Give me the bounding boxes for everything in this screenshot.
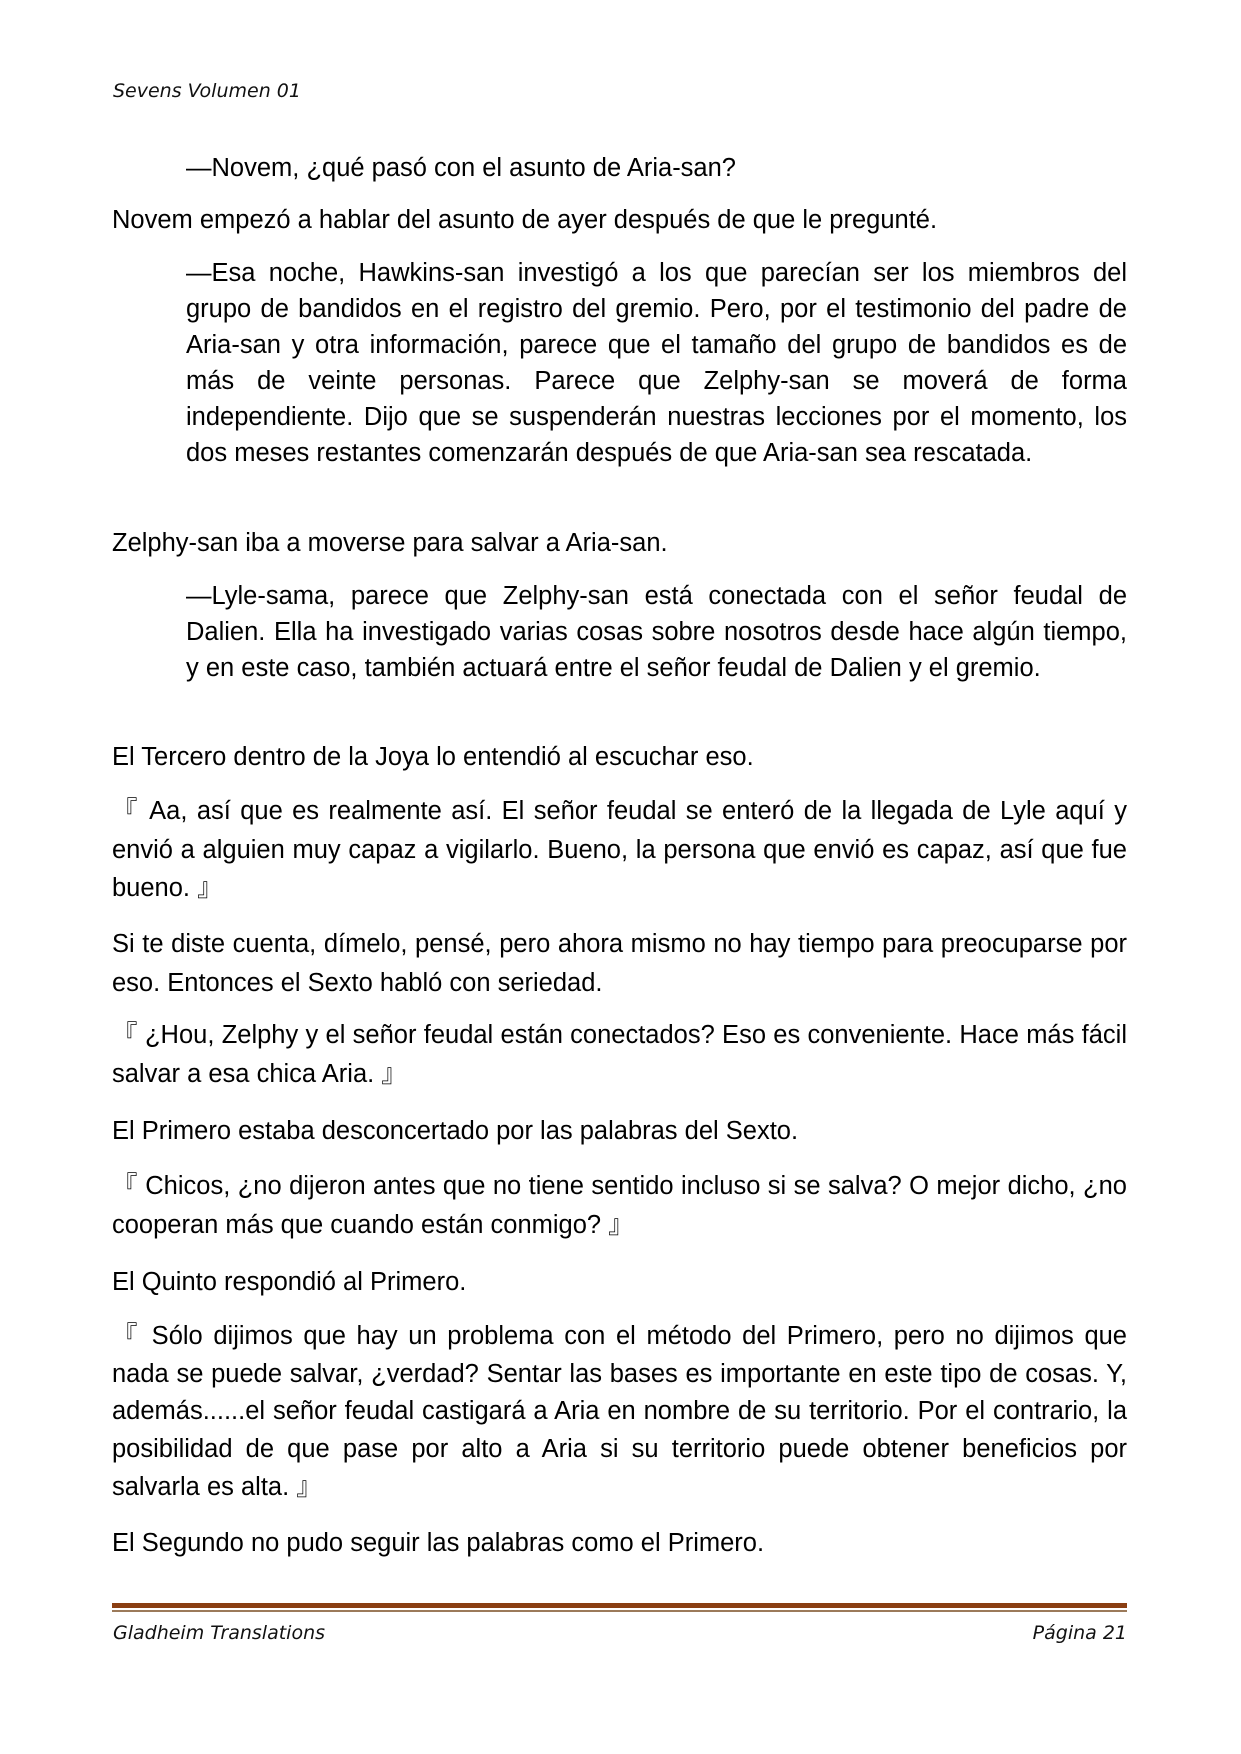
- paragraph: Si te diste cuenta, dímelo, pensé, pero ahora mismo no hay tiempo para preocuparse por eso. Entonces el Sexto habló con seriedad.: [112, 930, 1127, 997]
- paragraph: 『 ¿Hou, Zelphy y el señor feudal están conectados? Eso es conveniente. Hace más fácil salvar a esa chica Aria. 』: [112, 1021, 1127, 1088]
- paragraph: 『 Sólo dijimos que hay un problema con el método del Primero, pero no dijimos que nada se puede salvar, ¿verdad? Sentar las bases es importante en este tipo de cosas. Y, además......el señor feudal castigará a Aria en nombre de su territorio. Por el contrario, la posibilidad de que pase por alto a Aria si su territorio puede obtener beneficios por salvarla es alta. 』: [112, 1322, 1127, 1501]
- quote-paragraph: —Esa noche, Hawkins-san investigó a los que parecían ser los miembros del grupo de bandidos en el registro del gremio. Pero, por el testimonio del padre de Aria-san y otra información, parece que el tamaño del grupo de bandidos es de más de veinte personas. Parece que Zelphy-san se moverá de forma independiente. Dijo que se suspenderán nuestras lecciones por el momento, los dos meses restantes comenzarán después de que Aria-san sea rescatada.: [186, 259, 1127, 467]
- paragraph: 『 Aa, así que es realmente así. El señor feudal se enteró de la llegada de Lyle aquí y envió a alguien muy capaz a vigilarlo. Bueno, la persona que envió es capaz, así que fue bueno. 』: [112, 797, 1127, 902]
- paragraph: El Tercero dentro de la Joya lo entendió al escuchar eso.: [112, 743, 754, 771]
- paragraph: Zelphy-san iba a moverse para salvar a Aria-san.: [112, 529, 668, 557]
- paragraph: 『 Chicos, ¿no dijeron antes que no tiene sentido incluso si se salva? O mejor dicho, ¿no cooperan más que cuando están conmigo? 』: [112, 1172, 1127, 1239]
- running-header: Sevens Volumen 01: [113, 80, 301, 102]
- page-number: Página 21: [1032, 1622, 1127, 1644]
- quote-paragraph: —Novem, ¿qué pasó con el asunto de Aria-san?: [186, 154, 736, 182]
- paragraph: Novem empezó a hablar del asunto de ayer después de que le pregunté.: [112, 206, 938, 234]
- paragraph: El Segundo no pudo seguir las palabras como el Primero.: [112, 1529, 765, 1557]
- paragraph: El Quinto respondió al Primero.: [112, 1268, 467, 1296]
- paragraph: El Primero estaba desconcertado por las palabras del Sexto.: [112, 1117, 799, 1145]
- footer-publisher: Gladheim Translations: [113, 1622, 326, 1644]
- footer-rule: [112, 1603, 1127, 1608]
- quote-paragraph: —Lyle-sama, parece que Zelphy-san está conectada con el señor feudal de Dalien. Ella ha investigado varias cosas sobre nosotros desde hace algún tiempo, y en este caso, también actuará entre el señor feudal de Dalien y el gremio.: [186, 582, 1127, 682]
- footer-rule-thin: [112, 1610, 1127, 1612]
